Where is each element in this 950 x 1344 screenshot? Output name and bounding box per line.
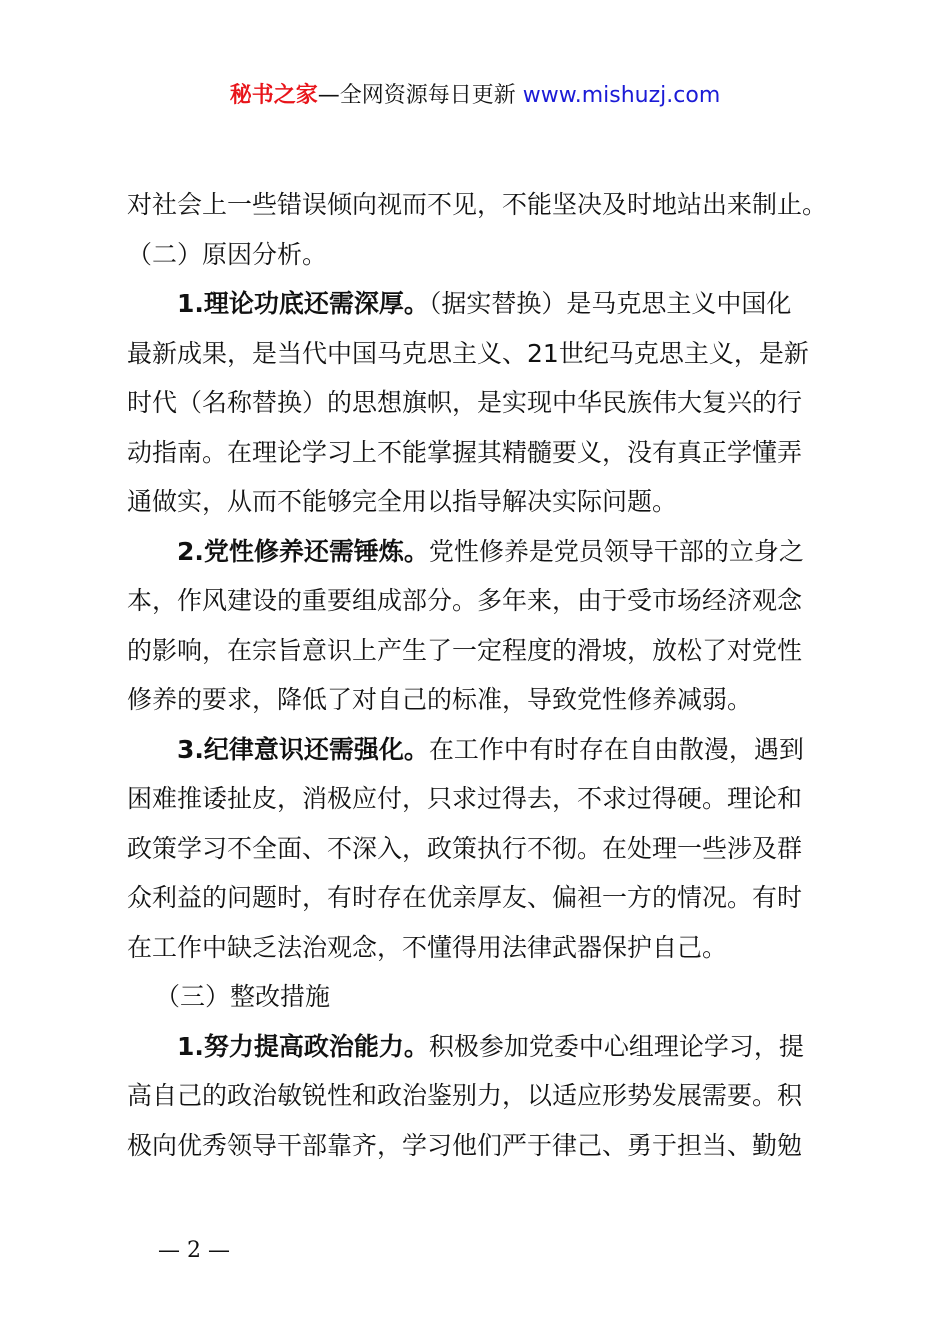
body-line: 众利益的问题时，有时存在优亲厚友、偏袒一方的情况。有时 xyxy=(127,883,803,912)
body-line: 本，作风建设的重要组成部分。多年来，由于受市场经济观念 xyxy=(127,586,803,615)
body-line-text: 在工作中有时存在自由散漫，遇到 xyxy=(428,734,804,764)
body-line xyxy=(127,1022,837,1072)
header-tagline: —全网资源每日更新 xyxy=(317,83,523,108)
page-header xyxy=(0,80,950,112)
body-line: 的影响，在宗旨意识上产生了一定程度的滑坡，放松了对党性 xyxy=(127,635,803,665)
header-site-link[interactable]: www.mishuzj.com xyxy=(522,83,721,108)
body-line: 动指南。在理论学习上不能掌握其精髓要义，没有真正学懂弄 xyxy=(127,437,803,467)
body-line: 时代（名称替换）的思想旗帜，是实现中华民族伟大复兴的行 xyxy=(127,388,803,417)
body-line: 修养的要求，降低了对自己的标准，导致党性修养减弱。 xyxy=(127,685,753,714)
body-line: 困难推诿扯皮，消极应付，只求过得去，不求过得硬。理论和 xyxy=(127,784,803,813)
body-line: 最新成果，是当代中国马克思主义、21世纪马克思主义，是新 xyxy=(127,338,809,368)
item-heading-discipline: 3.纪律意识还需强化。 xyxy=(177,734,429,764)
document-body xyxy=(127,180,837,1170)
header-brand: 秘书之家 xyxy=(229,83,318,108)
item-heading-theory: 1.理论功底还需深厚。 xyxy=(177,289,429,318)
page-number: — 2 — xyxy=(158,1238,230,1263)
section-heading-measures: （三）整改措施 xyxy=(155,982,331,1011)
body-line-text: （据实替换）是马克思主义中国化 xyxy=(428,289,792,318)
body-line: 高自己的政治敏锐性和政治鉴别力，以适应形势发展需要。积 xyxy=(127,1081,803,1110)
body-line: 通做实，从而不能够完全用以指导解决实际问题。 xyxy=(127,487,678,516)
item-heading-party-spirit: 2.党性修养还需锤炼。 xyxy=(177,536,429,566)
body-line-text: 党性修养是党员领导干部的立身之 xyxy=(428,536,804,566)
body-line: 在工作中缺乏法治观念，不懂得用法律武器保护自己。 xyxy=(127,932,728,962)
body-line: 极向优秀领导干部靠齐，学习他们严于律己、勇于担当、勤勉 xyxy=(127,1130,803,1160)
body-line xyxy=(127,279,837,329)
section-heading-causes: （二）原因分析。 xyxy=(127,239,328,269)
body-line: 对社会上一些错误倾向视而不见，不能坚决及时地站出来制止。 xyxy=(127,190,828,219)
body-line: 政策学习不全面、不深入，政策执行不彻。在处理一些涉及群 xyxy=(127,833,803,863)
body-line xyxy=(127,527,837,577)
body-line xyxy=(127,725,837,775)
body-line-text: 积极参加党委中心组理论学习，提 xyxy=(428,1031,804,1061)
item-heading-political-ability: 1.努力提高政治能力。 xyxy=(177,1031,429,1061)
